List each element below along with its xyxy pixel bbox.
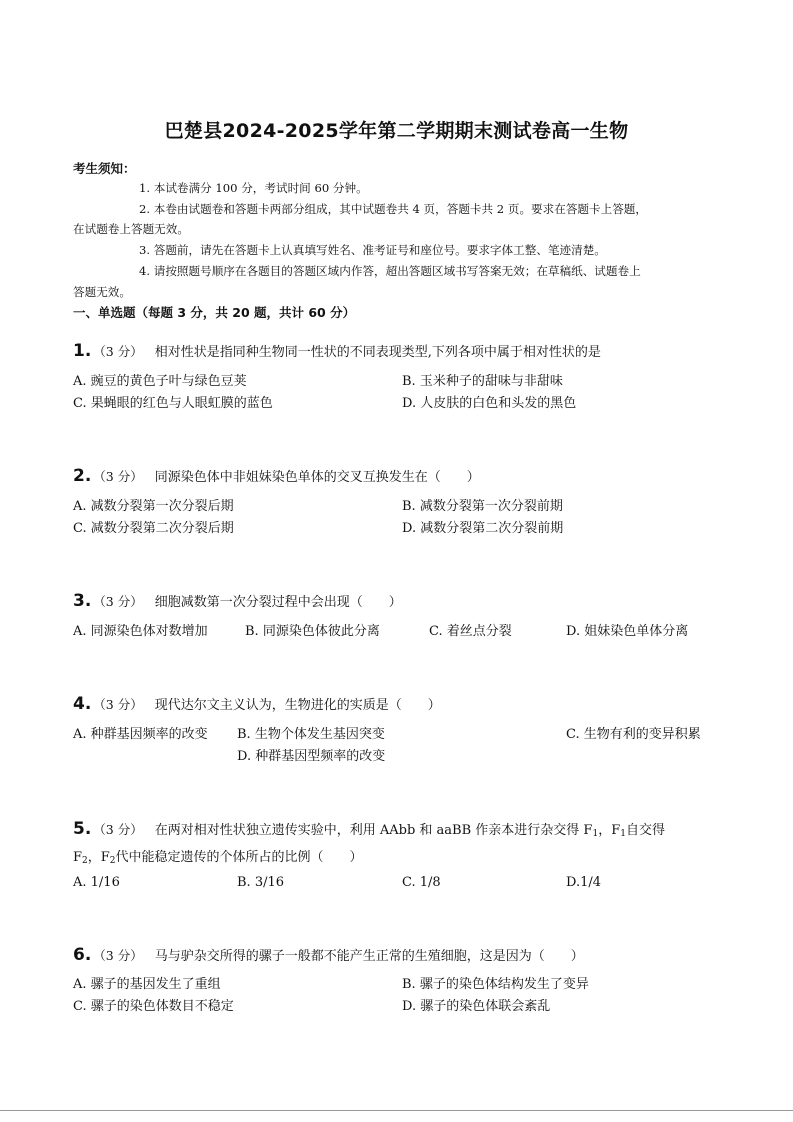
section-heading: 一、单选题（每题 3 分，共 20 题，共计 60 分） (73, 305, 356, 320)
question-score: （3 分） (93, 469, 143, 484)
question-4 (73, 693, 723, 717)
question-stem: 在两对相对性状独立遗传实验中，利用 AAbb 和 aaBB 作亲本进行杂交得 F (154, 823, 593, 838)
question-stem: ，F (598, 823, 621, 838)
option-c: C. 生物有利的变异积累 (566, 727, 701, 742)
option-b: B. 玉米种子的甜味与非甜味 (402, 374, 563, 389)
question-6 (73, 944, 723, 968)
question-2-options (73, 496, 723, 540)
question-score: （3 分） (93, 344, 143, 359)
question-5-options (73, 872, 723, 894)
subscript: 1 (592, 829, 599, 839)
notice-item: 3. 答题前，请先在答题卡上认真填写姓名、准考证号和座位号。要求字体工整、笔迹清楚。 (139, 243, 606, 257)
question-5 (73, 818, 723, 845)
notice-item: 2. 本卷由试题卷和答题卡两部分组成，其中试题卷共 4 页，答题卡共 2 页。要求在答题卡上答题， (139, 202, 647, 216)
option-a: A. 豌豆的黄色子叶与绿色豆荚 (73, 374, 247, 389)
question-score: （3 分） (93, 822, 143, 837)
option-d: D.1/4 (566, 875, 602, 890)
question-1-options (73, 371, 723, 415)
option-c: C. 果蝇眼的红色与人眼虹膜的蓝色 (73, 396, 273, 411)
option-a: A. 减数分裂第一次分裂后期 (73, 499, 234, 514)
question-stem: 相对性状是指同种生物同一性状的不同表现类型,下列各项中属于相对性状的是 (154, 345, 601, 360)
question-stem: 马与驴杂交所得的骡子一般都不能产生正常的生殖细胞，这是因为（ ） (154, 949, 584, 964)
question-stem: ，F (87, 850, 110, 865)
option-c: C. 着丝点分裂 (429, 624, 512, 639)
option-b: B. 减数分裂第一次分裂前期 (402, 499, 563, 514)
option-d: D. 骡子的染色体联会紊乱 (402, 999, 551, 1014)
question-number: 4. (73, 694, 92, 714)
question-6-options (73, 974, 723, 1018)
question-stem: 同源染色体中非姐妹染色单体的交叉互换发生在（ ） (154, 470, 480, 485)
question-stem: 代中能稳定遗传的个体所占的比例（ ） (115, 850, 363, 865)
question-3 (73, 590, 723, 614)
option-b: B. 骡子的染色体结构发生了变异 (402, 977, 589, 992)
option-b: B. 3/16 (237, 875, 285, 890)
subscript: 2 (109, 856, 116, 866)
option-d: D. 人皮肤的白色和头发的黑色 (402, 396, 577, 411)
option-d: D. 姐妹染色单体分离 (566, 624, 689, 639)
question-number: 2. (73, 466, 92, 486)
page-bottom-divider (0, 1110, 793, 1111)
question-stem: F (73, 850, 83, 865)
question-3-options (73, 621, 723, 643)
question-number: 3. (73, 591, 92, 611)
question-2 (73, 465, 723, 489)
question-4-options (73, 724, 723, 768)
notice-item: 4. 请按照题号顺序在各题目的答题区域内作答，超出答题区域书写答案无效；在草稿纸、试题卷上 (139, 264, 641, 278)
option-a: A. 种群基因频率的改变 (73, 727, 208, 742)
option-a: A. 骡子的基因发生了重组 (73, 977, 221, 992)
option-d: D. 种群基因型频率的改变 (237, 749, 386, 764)
question-score: （3 分） (93, 697, 143, 712)
option-c: C. 骡子的染色体数目不稳定 (73, 999, 234, 1014)
option-d: D. 减数分裂第二次分裂前期 (402, 521, 564, 536)
question-number: 5. (73, 819, 92, 839)
notice-item-continued: 答题无效。 (73, 285, 131, 299)
notice-item-continued: 在试题卷上答题无效。 (73, 222, 189, 236)
option-c: C. 减数分裂第二次分裂后期 (73, 521, 234, 536)
option-b: B. 同源染色体彼此分离 (245, 624, 380, 639)
question-score: （3 分） (93, 594, 143, 609)
notice-item: 1. 本试卷满分 100 分，考试时间 60 分钟。 (139, 181, 368, 195)
option-a: A. 同源染色体对数增加 (73, 624, 208, 639)
subscript: 1 (620, 829, 626, 839)
question-5-line-2 (73, 847, 723, 872)
question-stem: 自交得 (625, 823, 665, 838)
option-a: A. 1/16 (73, 875, 120, 890)
question-number: 1. (73, 341, 92, 361)
question-stem: 细胞减数第一次分裂过程中会出现（ ） (154, 595, 402, 610)
question-1 (73, 340, 723, 364)
notice-heading: 考生须知： (73, 161, 136, 176)
option-c: C. 1/8 (402, 875, 441, 890)
question-number: 6. (73, 945, 92, 965)
exam-title: 巴楚县2024-2025学年第二学期期末测试卷高一生物 (164, 120, 629, 142)
subscript: 2 (82, 856, 88, 866)
question-stem: 现代达尔文主义认为，生物进化的实质是（ ） (154, 698, 441, 713)
question-score: （3 分） (93, 948, 143, 963)
option-b: B. 生物个体发生基因突变 (237, 727, 385, 742)
